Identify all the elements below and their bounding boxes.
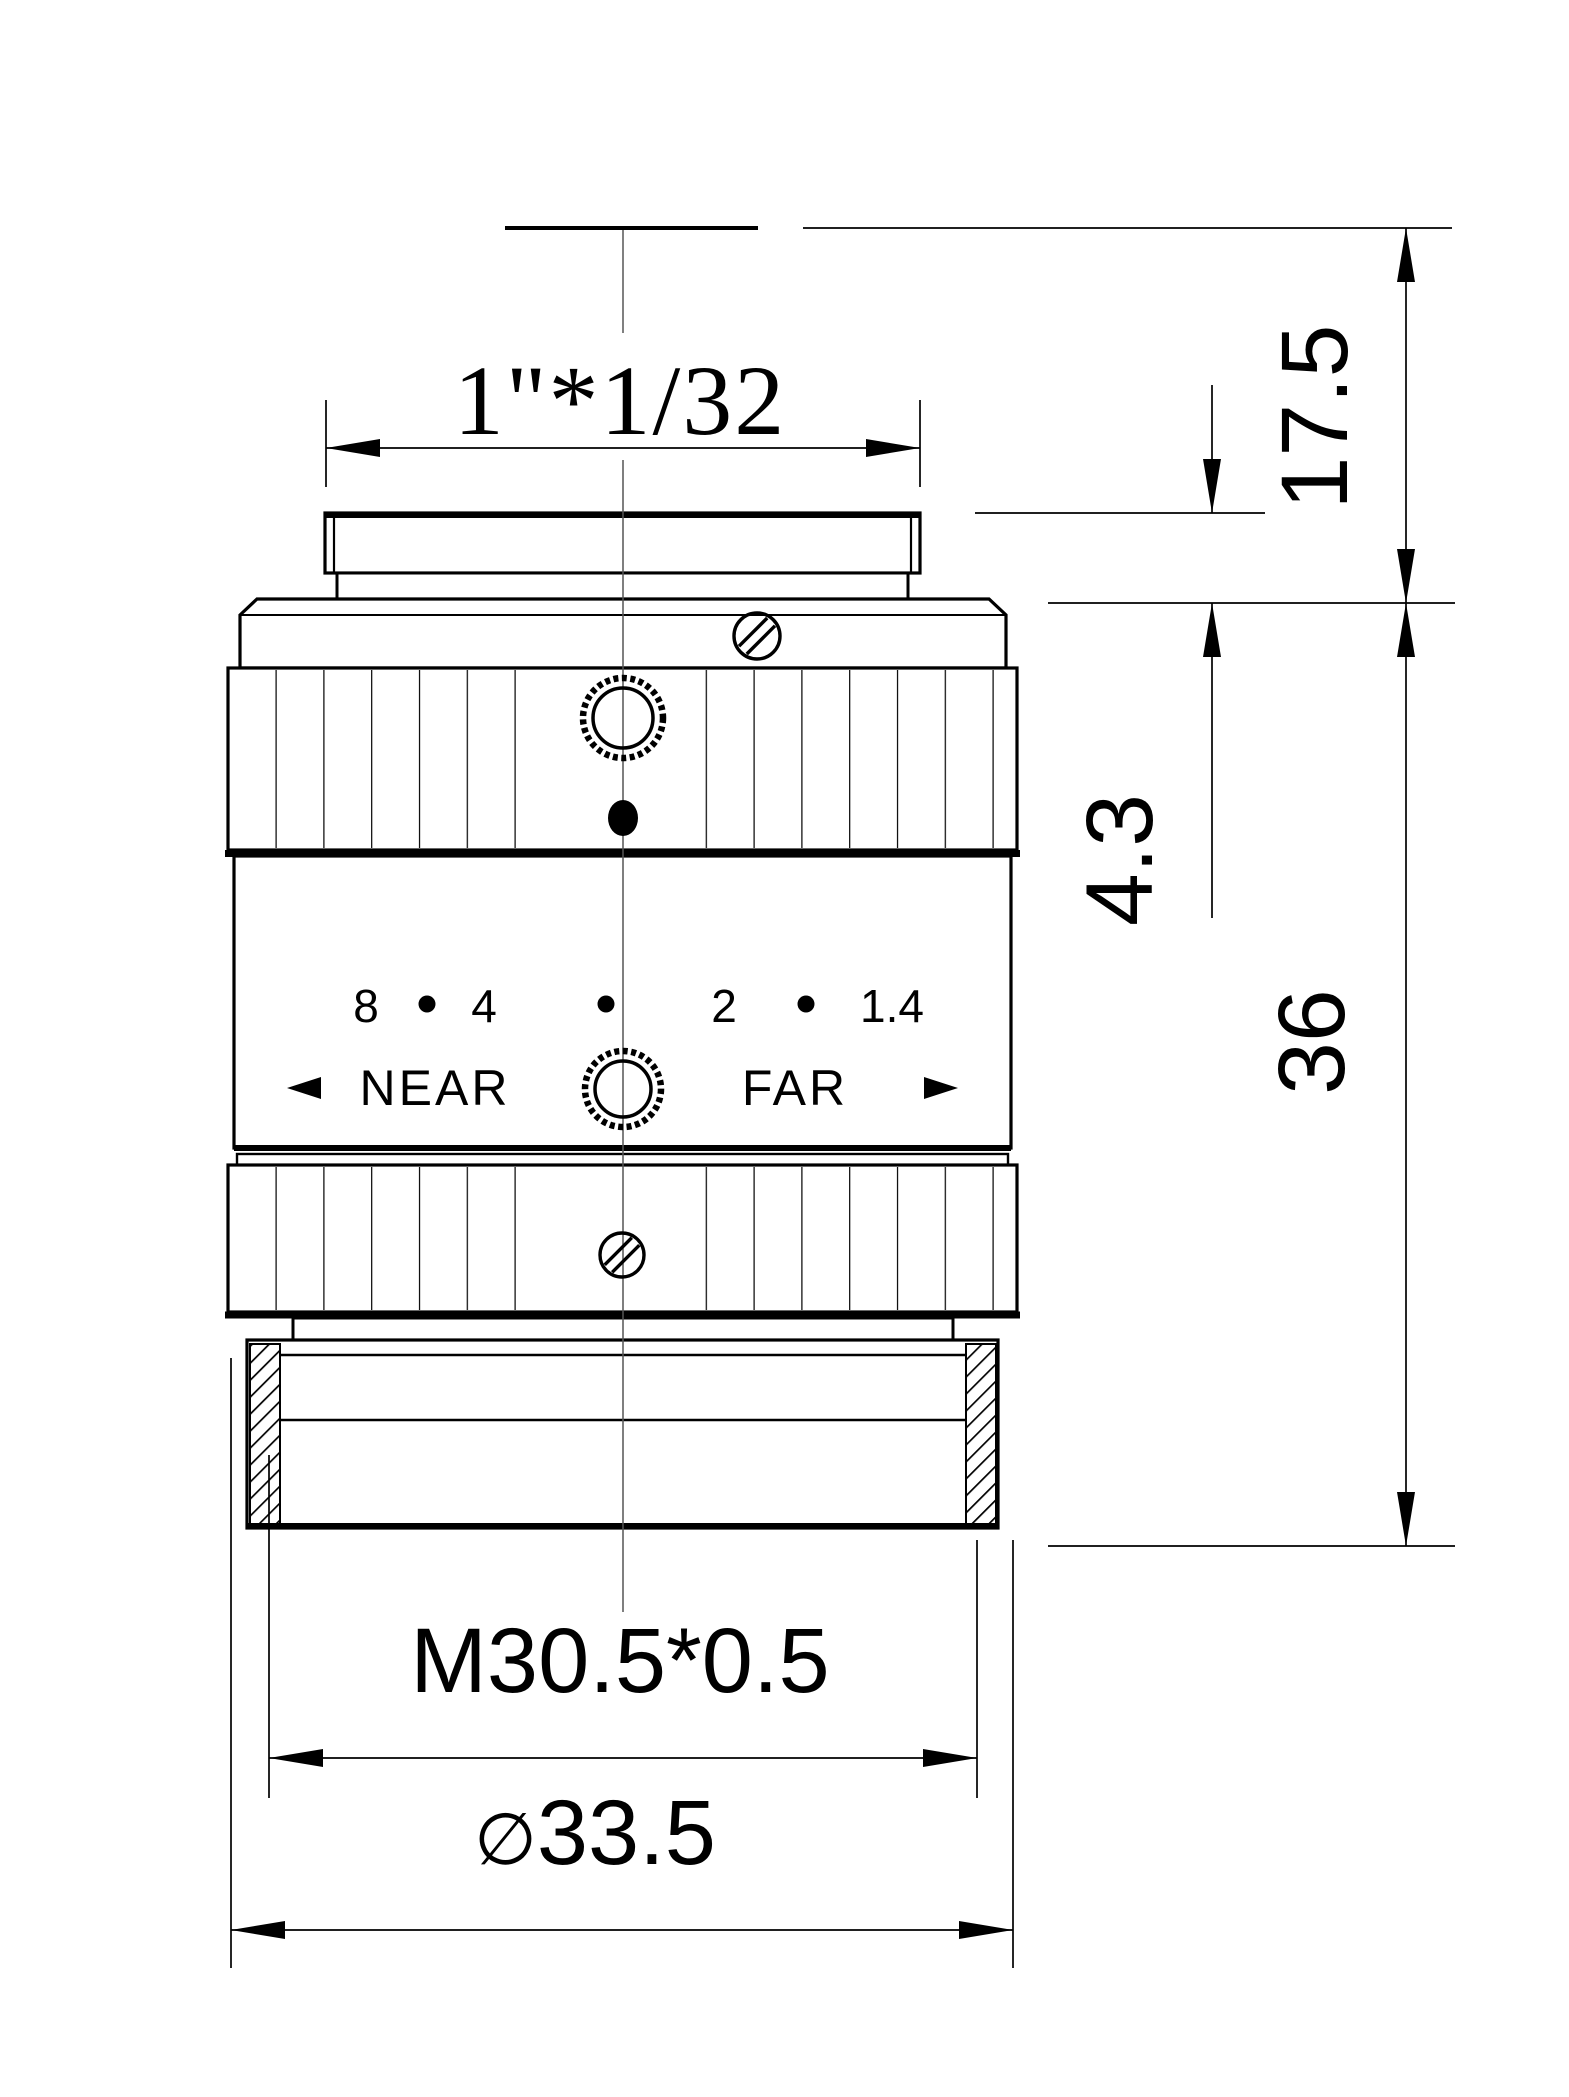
near-label: NEAR [359, 1060, 511, 1116]
dim-17-5-label: 17.5 [1262, 324, 1368, 510]
f-stop-4: 4 [471, 980, 497, 1032]
outer-diameter-label: ∅33.5 [474, 1782, 716, 1884]
scale-dot-icon [598, 996, 615, 1013]
dimension-36 [1397, 603, 1415, 1546]
f-stop-1-4: 1.4 [860, 980, 924, 1032]
scale-dot-icon [798, 996, 815, 1013]
scale-dot-icon [419, 996, 436, 1013]
rear-thread-label: M30.5*0.5 [410, 1610, 830, 1712]
f-stop-8: 8 [353, 980, 379, 1032]
dimension-4-3 [1203, 385, 1221, 918]
index-dot-icon [608, 800, 638, 836]
dim-36-label: 36 [1259, 989, 1365, 1095]
f-stop-2: 2 [711, 980, 737, 1032]
top-thread-label: 1"*1/32 [453, 345, 787, 456]
dimension-17-5 [1397, 228, 1415, 603]
hatched-wall-left [250, 1344, 280, 1524]
far-label: FAR [741, 1060, 849, 1116]
dim-4-3-label: 4.3 [1067, 793, 1173, 927]
hatched-wall-right [966, 1344, 996, 1524]
